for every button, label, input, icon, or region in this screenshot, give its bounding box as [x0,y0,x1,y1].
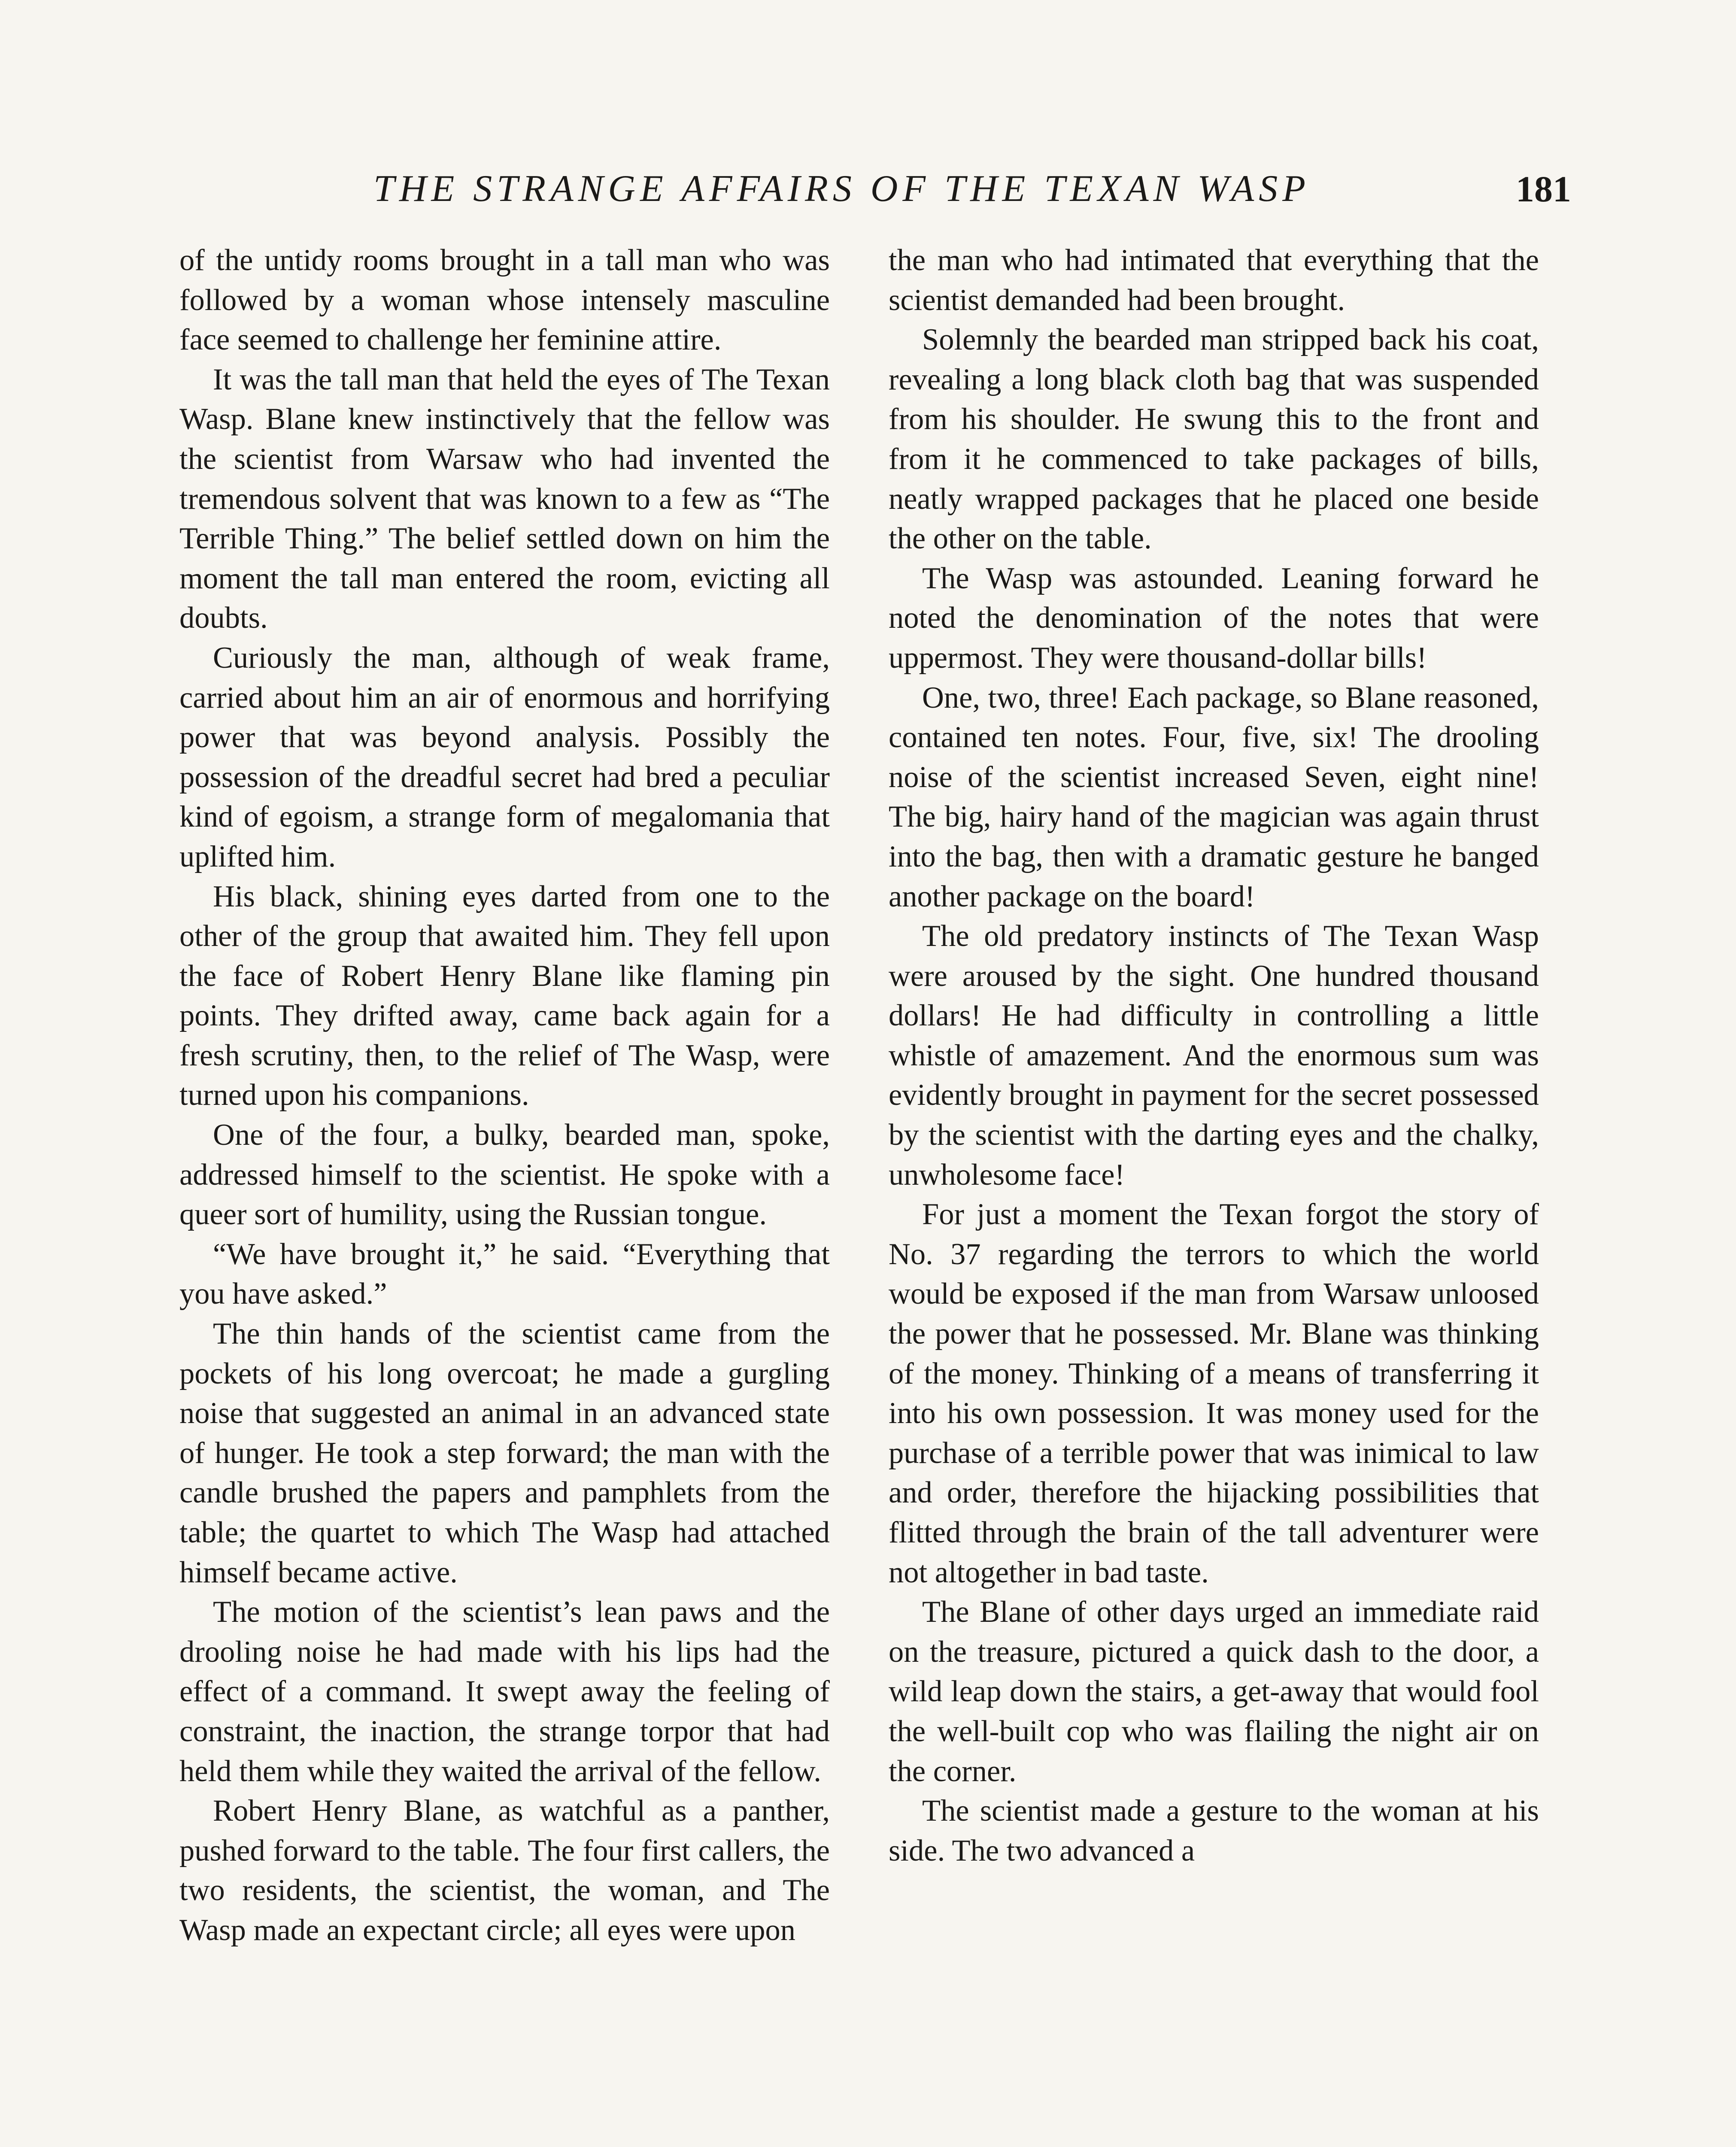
paragraph: The Wasp was astounded. Leaning forward he noted the denomination of the notes that were uppermost. They were thousand-dollar bills! [889,561,1539,675]
paragraph: One, two, three! Each package, so Blane reasoned, contained ten notes. Four, five, six! The drooling noise of the scientist increased Seven, eight nine! The big, hairy hand of the magician was again thrust into the bag, then with a dramatic gesture he banged another package on the board! [889,681,1539,913]
left-column [179,240,830,1950]
running-head [172,163,1571,215]
paragraph: The Blane of other days urged an immediate raid on the treasure, pictured a quick dash to the door, a wild leap down the stairs, a get-away that would fool the well-built cop who was flailing the night air on the corner. [889,1595,1539,1788]
paragraph: “We have brought it,” he said. “Everything that you have asked.” [179,1237,830,1311]
paragraph: the man who had intimated that everything that the scientist demanded had been brought. [889,243,1539,317]
paragraph: The thin hands of the scientist came from the pockets of his long overcoat; he made a gurgling noise that suggested an animal in an advanced state of hunger. He took a step forward; the man with the candle brushed the papers and pamphlets from the table; the quartet to which The Wasp had attached himself became active. [179,1317,830,1589]
paragraph: His black, shining eyes darted from one to the other of the group that awaited him. They fell upon the face of Robert Henry Blane like flaming pin points. They drifted away, came back again for a fresh scrutiny, then, to the relief of The Wasp, were turned upon his companions. [179,879,830,1112]
page-number: 181 [1516,168,1571,210]
paragraph: The motion of the scientist’s lean paws and the drooling noise he had made with his lips had the effect of a command. It swept away the feeling of constraint, the inaction, the strange torpor that had held them while they waited the arrival of the fellow. [179,1595,830,1788]
paragraph: It was the tall man that held the eyes of The Texan Wasp. Blane knew instinctively that the fellow was the scientist from Warsaw who had invented the tremendous solvent that was known to a few as “The Terrible Thing.” The belief settled down on him the moment the tall man entered the room, evicting all doubts. [179,362,830,635]
running-title: THE STRANGE AFFAIRS OF THE TEXAN WASP [373,168,1310,210]
paragraph: The scientist made a gesture to the woman at his side. The two advanced a [889,1794,1539,1867]
paragraph: Solemnly the bearded man stripped back his coat, revealing a long black cloth bag that was suspended from his shoulder. He swung this to the front and from it he commenced to take packages of bills, neatly wrapped packages that he placed one beside the other on the table. [889,323,1539,556]
right-column [889,240,1539,1870]
paragraph: Curiously the man, although of weak frame, carried about him an air of enormous and horrifying power that was beyond analysis. Possibly the possession of the dreadful secret had bred a peculiar kind of egoism, a strange form of megalomania that uplifted him. [179,641,830,873]
paragraph: The old predatory instincts of The Texan Wasp were aroused by the sight. One hundred thousand dollars! He had difficulty in controlling a little whistle of amazement. And the enormous sum was evidently brought in payment for the secret possessed by the scientist with the darting eyes and the chalky, unwholesome face! [889,919,1539,1192]
paragraph: One of the four, a bulky, bearded man, spoke, addressed himself to the scientist. He spoke with a queer sort of humility, using the Russian tongue. [179,1118,830,1232]
paragraph: Robert Henry Blane, as watchful as a panther, pushed forward to the table. The four first callers, the two residents, the scientist, the woman, and The Wasp made an expectant circle; all eyes were upon [179,1794,830,1947]
paragraph: of the untidy rooms brought in a tall man who was followed by a woman whose intensely masculine face seemed to challenge her feminine attire. [179,243,830,357]
paragraph: For just a moment the Texan forgot the story of No. 37 regarding the terrors to which the world would be exposed if the man from Warsaw unloosed the power that he possessed. Mr. Blane was thinking of the money. Thinking of a means of transferring it into his own possession. It was money used for the purchase of a terrible power that was inimical to law and order, therefore the hijacking possibilities that flitted through the brain of the tall adventurer were not altogether in bad taste. [889,1198,1539,1589]
